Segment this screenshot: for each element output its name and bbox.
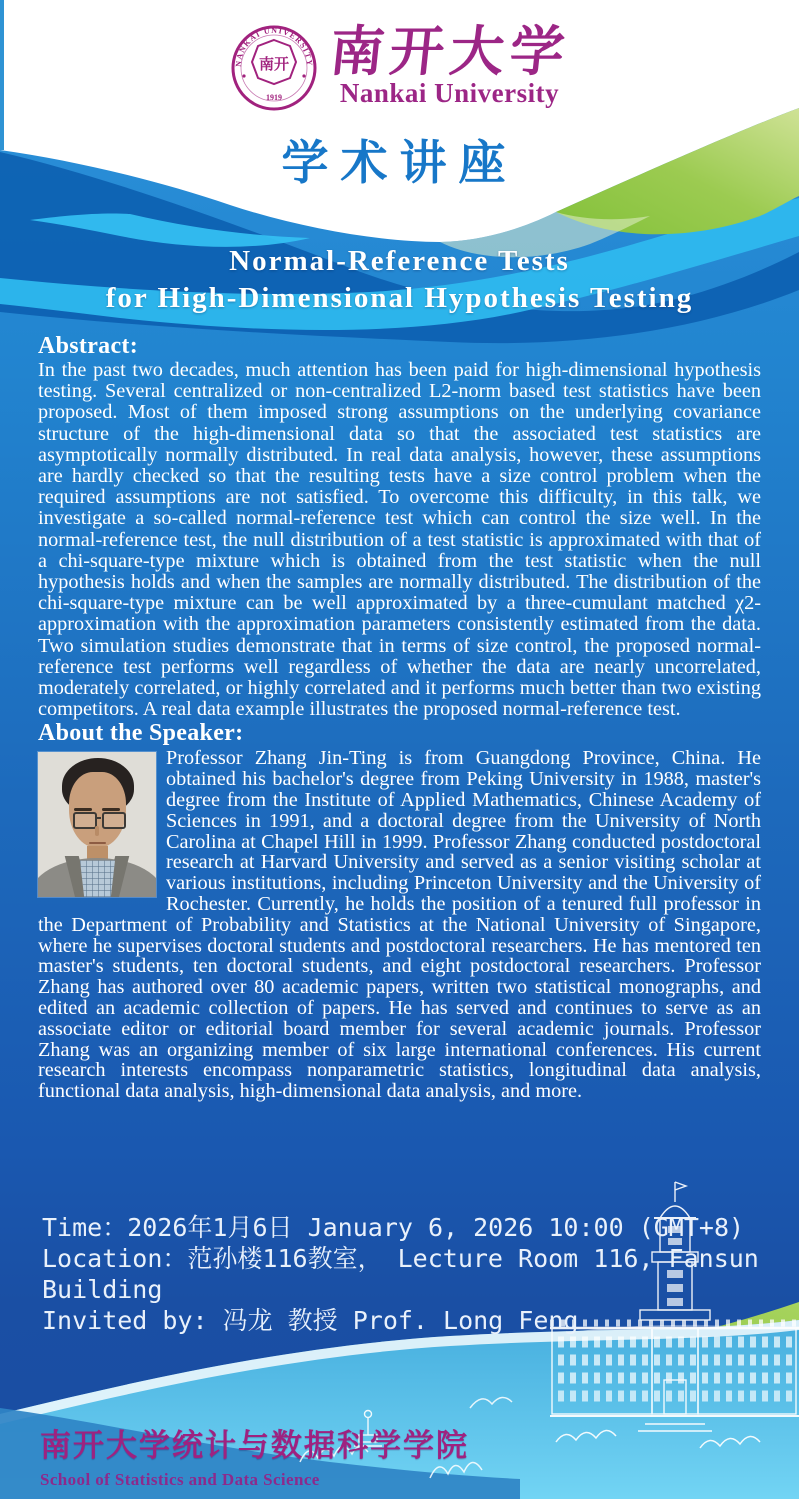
abstract-body: In the past two decades, much attention has been paid for high-dimensional hypothesis testing. Several centralized or non-centralized L2-norm based test statistics have been proposed. Most of them imposed strong assumptions on the underlying covariance structure of the high-dimensional data so that the associated test statistics are asymptotically normally distributed. In real data analysis, however, these assumptions are hardly checked so that the resulting tests have a size control problem when the required assumptions are not satisfied. To overcome this difficulty, in this talk, we investigate a so-called normal-reference test which can control the size well. In the normal-reference test, the null distribution of a test statistic is approximated with that of a chi-square-type mixture which is obtained from the test statistic when the null hypothesis holds and when the samples are normally distributed. The distribution of the chi-square-type mixture can be well approximated by a three-cumulant matched χ2-approximation with the approximation parameters consistently estimated from the data. Two simulation studies demonstrate that in terms of size control, the proposed normal- reference test performs well regardless of whether the data are nearly uncorrelated, moderately correlated, or highly correlated and it performs much better than two existing competitors. A real data example illustrates the proposed normal-reference test. [38, 359, 761, 721]
photo-brow-right [102, 808, 120, 811]
logo-text [326, 22, 573, 109]
photo-glasses-right [102, 812, 126, 829]
event-time: Time：2026年1月6日 January 6, 2026 10:00 (GMT+8) [42, 1213, 745, 1242]
logo-name-en: Nankai University [339, 78, 560, 108]
photo-nose [95, 826, 99, 836]
photo-shirt [80, 860, 115, 897]
school-name-en: School of Statistics and Data Science [40, 1470, 320, 1489]
abstract-heading: Abstract: [38, 333, 139, 359]
talk-title-line1: Normal-Reference Tests [229, 245, 570, 277]
speaker-photo [38, 752, 156, 897]
speaker-heading: About the Speaker: [38, 720, 244, 747]
svg-text:1919: 1919 [265, 93, 282, 102]
event-details [42, 1212, 762, 1336]
event-location: Location：范孙楼116教室， Lecture Room 116, Fansun Building [42, 1244, 759, 1304]
photo-glasses-bridge [95, 817, 101, 819]
banner-title: 学术讲座 [281, 138, 518, 190]
event-invited-by: Invited by: 冯龙 教授 Prof. Long Feng [42, 1306, 579, 1335]
photo-glasses-left [73, 812, 97, 829]
svg-text:南开: 南开 [258, 57, 289, 73]
main-content [38, 333, 761, 1102]
footer [40, 1420, 469, 1490]
nankai-logo [0, 24, 799, 112]
svg-text:NANKAI UNIVERSITY: NANKAI UNIVERSITY [233, 25, 314, 68]
school-name-cn: 南开大学统计与数据科学学院 [40, 1428, 469, 1463]
photo-brow-left [74, 808, 92, 811]
nankai-seal-icon [230, 24, 318, 112]
logo-calligraphy: 南开大学 [326, 22, 573, 82]
speaker-bio: Professor Zhang Jin-Ting is from Guangdong Province, China. He obtained his bachelor's degree from Peking University in 1988, master's degree from the Institute of Applied Mathematics, Chinese Academy of Sciences in 1991, and a doctoral degree from the University of North Carolina at Chapel Hill in 1999. Professor Zhang conducted postdoctoral research at Harvard University and served as a senior visiting scholar at various institutions, including Princeton University and the University of Rochester. Currently, he holds the position of a tenured full professor in the Department of Probability and Statistics at the National University of Singapore, where he supervises doctoral students and postdoctoral researchers. He has mentored ten master's students, ten doctoral students, and eight postdoctoral researchers. Professor Zhang has authored over 80 academic papers, written two statistical monographs, and edited an academic collection of papers. He has served and continues to serve as an associate editor or editorial board member for several academic journals. Professor Zhang was an organizing member of six large international conferences. His current research interests encompass nonparametric statistics, longitudinal data analysis, functional data analysis, high-dimensional data analysis, and more. [38, 747, 761, 1103]
talk-title-line2: for High-Dimensional Hypothesis Testing [105, 282, 694, 314]
talk-title [0, 243, 799, 317]
speaker-bio-block [38, 748, 761, 1102]
